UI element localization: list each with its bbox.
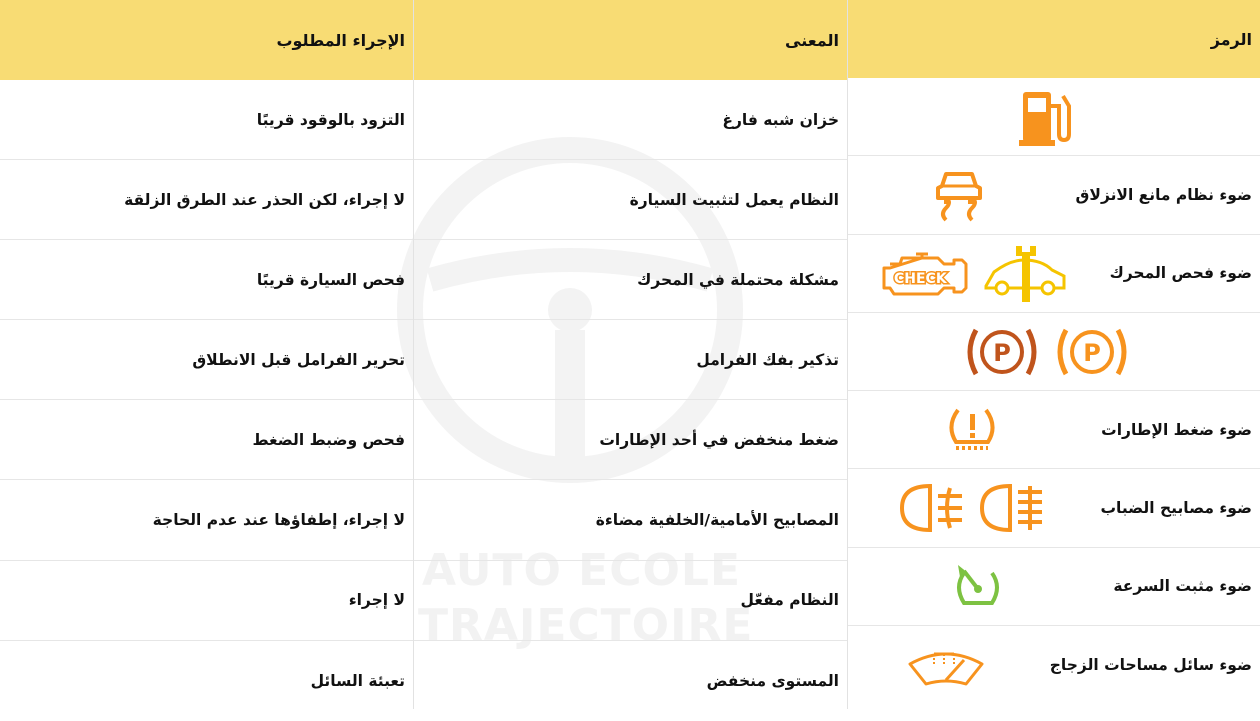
fog-light-icon bbox=[896, 480, 966, 536]
table-row bbox=[414, 80, 847, 160]
brake-letter: P bbox=[993, 338, 1011, 367]
watermark-line-2: TRAJECTOIRE bbox=[418, 600, 754, 651]
table-row bbox=[0, 160, 413, 240]
fuel-pump-icon bbox=[1017, 86, 1077, 148]
table-row bbox=[848, 469, 1260, 547]
meaning-cell: النظام مفعّل bbox=[740, 591, 839, 610]
symbol-header: الرمز bbox=[848, 0, 1260, 78]
symbol-label: ضوء مصابيح الضباب bbox=[1100, 499, 1252, 518]
action-cell: فحص السيارة قريبًا bbox=[256, 270, 405, 289]
meaning-cell: تذكير بفك الفرامل bbox=[696, 350, 839, 369]
meaning-cell: المستوى منخفض bbox=[706, 671, 839, 690]
symbol-label: ضوء نظام مانع الانزلاق bbox=[1075, 185, 1252, 204]
table-row bbox=[848, 156, 1260, 234]
table-row bbox=[848, 548, 1260, 626]
meaning-cell: النظام يعمل لتثبيت السيارة bbox=[629, 190, 839, 209]
skid-car-icon bbox=[932, 168, 986, 222]
table-row bbox=[848, 313, 1260, 391]
table-row bbox=[848, 235, 1260, 313]
action-cell: لا إجراء، إطفاؤها عند عدم الحاجة bbox=[152, 511, 405, 530]
table-row bbox=[848, 391, 1260, 469]
table-row bbox=[414, 160, 847, 240]
action-column bbox=[0, 0, 414, 709]
action-cell: لا إجراء bbox=[348, 591, 405, 610]
service-wrench-car-icon bbox=[980, 242, 1070, 304]
fog-light-icon bbox=[976, 480, 1046, 536]
table-row bbox=[0, 240, 413, 320]
symbol-label: ضوء ضغط الإطارات bbox=[1101, 420, 1252, 439]
table-row bbox=[0, 80, 413, 160]
table-row bbox=[414, 400, 847, 480]
action-cell: التزود بالوقود قريبًا bbox=[256, 110, 405, 129]
cruise-control-icon bbox=[950, 561, 1006, 611]
check-text: CHECK bbox=[893, 271, 947, 288]
table-row bbox=[414, 561, 847, 641]
meaning-cell: المصابيح الأمامية/الخلفية مضاءة bbox=[595, 511, 839, 530]
table-row bbox=[414, 320, 847, 400]
symbol-column bbox=[848, 0, 1260, 709]
table-row bbox=[414, 240, 847, 320]
action-cell: لا إجراء، لكن الحذر عند الطرق الزلقة bbox=[124, 190, 405, 209]
table-row bbox=[848, 78, 1260, 156]
table-row bbox=[0, 400, 413, 480]
parking-brake-icon bbox=[962, 322, 1042, 382]
parking-brake-icon bbox=[1052, 322, 1132, 382]
check-engine-icon bbox=[882, 250, 970, 296]
table-row bbox=[0, 320, 413, 400]
table-row bbox=[848, 626, 1260, 704]
meaning-cell: ضغط منخفض في أحد الإطارات bbox=[599, 430, 839, 449]
table-row bbox=[414, 480, 847, 560]
action-cell: فحص وضبط الضغط bbox=[252, 430, 405, 449]
tire-pressure-icon bbox=[944, 404, 1000, 456]
action-cell: تحرير الفرامل قبل الانطلاق bbox=[192, 350, 405, 369]
table-row bbox=[0, 480, 413, 560]
table-row bbox=[0, 561, 413, 641]
meaning-cell: مشكلة محتملة في المحرك bbox=[637, 270, 839, 289]
symbol-label: ضوء مثبت السرعة bbox=[1113, 577, 1252, 596]
watermark-line-1: AUTO ECOLE bbox=[422, 545, 742, 596]
meaning-cell: خزان شبه فارغ bbox=[722, 110, 839, 129]
action-cell: تعبئة السائل bbox=[310, 671, 405, 690]
symbol-label: ضوء فحص المحرك bbox=[1109, 264, 1252, 283]
symbol-label: ضوء سائل مساحات الزجاج bbox=[1049, 656, 1252, 675]
action-header: الإجراء المطلوب bbox=[0, 0, 413, 80]
meaning-column bbox=[414, 0, 848, 709]
meaning-header: المعنى bbox=[414, 0, 847, 80]
washer-fluid-icon bbox=[904, 640, 988, 690]
brake-letter: P bbox=[1083, 338, 1101, 367]
